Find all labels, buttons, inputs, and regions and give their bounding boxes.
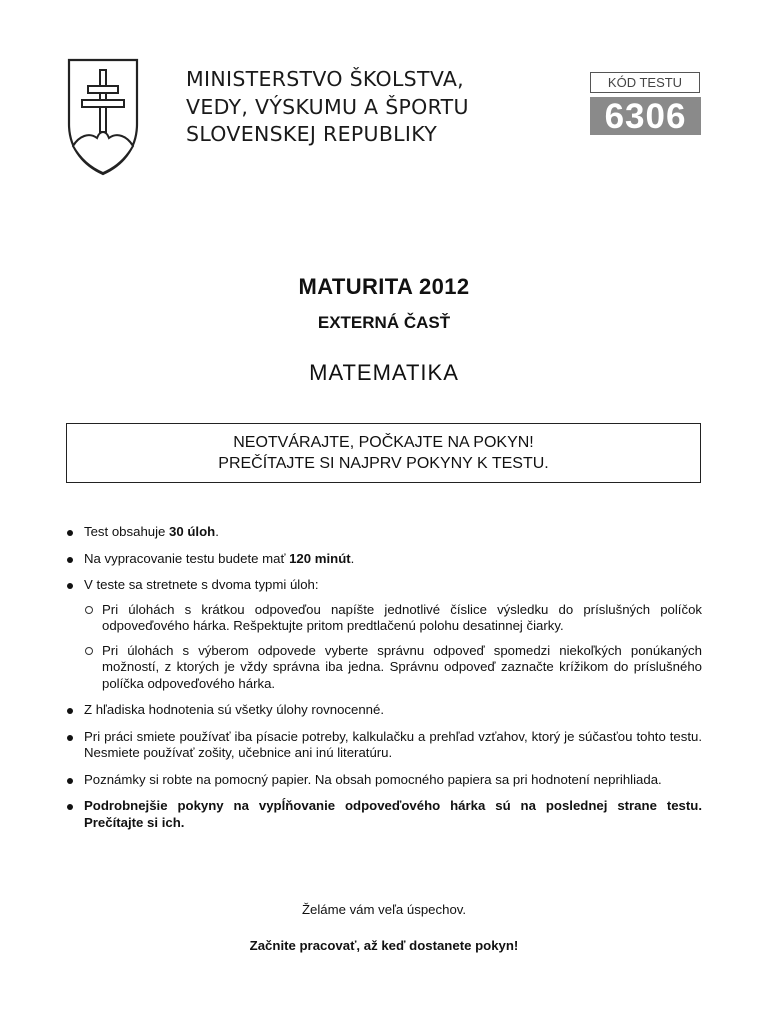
instruction-emphasis: 120 minút bbox=[289, 550, 351, 566]
ministry-line-1: MINISTERSTVO ŠKOLSTVA, bbox=[186, 67, 464, 91]
test-code-number: 6306 bbox=[590, 97, 701, 135]
notice-line-2: PREČÍTAJTE SI NAJPRV POKYNY K TESTU. bbox=[218, 455, 549, 472]
instruction-text: V teste sa stretnete s dvoma typmi úloh: bbox=[84, 577, 319, 592]
instruction-item: Poznámky si robte na pomocný papier. Na obsah pomocného papiera sa pri hodnotení neprihliada. bbox=[66, 772, 702, 789]
instruction-emphasis: 30 úloh bbox=[169, 524, 216, 539]
instructions-list bbox=[66, 524, 702, 841]
notice-box bbox=[66, 423, 701, 483]
instruction-item bbox=[66, 551, 702, 568]
ministry-name bbox=[186, 66, 469, 149]
exam-title: MATURITA 2012 bbox=[298, 274, 470, 299]
task-type-item: Pri úlohách s krátkou odpoveďou napíšte jednotlivé číslice výsledku do príslušných políčok odpoveďového hárka. Rešpektujte pritom predtlačenú polohu desatinnej čiarky. bbox=[84, 602, 702, 635]
instruction-item bbox=[66, 524, 702, 541]
instruction-item bbox=[66, 577, 702, 692]
instruction-text: . bbox=[215, 524, 219, 539]
ministry-line-2: VEDY, VÝSKUMU A ŠPORTU bbox=[186, 94, 469, 119]
task-types-list bbox=[84, 602, 702, 693]
exam-part: EXTERNÁ ČASŤ bbox=[317, 313, 451, 332]
good-luck-text: Želáme vám veľa úspechov. bbox=[301, 902, 467, 917]
instruction-text: . bbox=[350, 550, 355, 566]
test-code-label: KÓD TESTU bbox=[590, 72, 700, 93]
instruction-text: Na vypracovanie testu budete mať bbox=[84, 550, 290, 566]
ministry-line-3: SLOVENSKEJ REPUBLIKY bbox=[186, 122, 438, 146]
coat-of-arms-icon bbox=[67, 58, 139, 176]
start-instruction: Začnite pracovať, až keď dostanete pokyn! bbox=[249, 938, 519, 953]
instruction-item: Pri práci smiete používať iba písacie potreby, kalkulačku a prehľad vzťahov, ktorý je súčasťou tohto testu. Nesmiete používať zošity, učebnice ani inú literatúru. bbox=[66, 729, 702, 762]
instruction-item: Podrobnejšie pokyny na vypĺňovanie odpoveďového hárka sú na poslednej strane testu. Prečítajte si ich. bbox=[66, 798, 702, 831]
instruction-text: Test obsahuje bbox=[84, 524, 170, 539]
task-type-item: Pri úlohách s výberom odpovede vyberte správnu odpoveď spomedzi niekoľkých ponúkaných možností, z ktorých je vždy správna iba jedna. Správnu odpoveď zaznačte krížikom do príslušného políčka odpoveďového hárka. bbox=[84, 643, 702, 693]
notice-line-1: NEOTVÁRAJTE, POČKAJTE NA POKYN! bbox=[233, 434, 534, 451]
exam-subject: MATEMATIKA bbox=[309, 360, 459, 385]
instruction-item: Z hľadiska hodnotenia sú všetky úlohy rovnocenné. bbox=[66, 702, 702, 719]
